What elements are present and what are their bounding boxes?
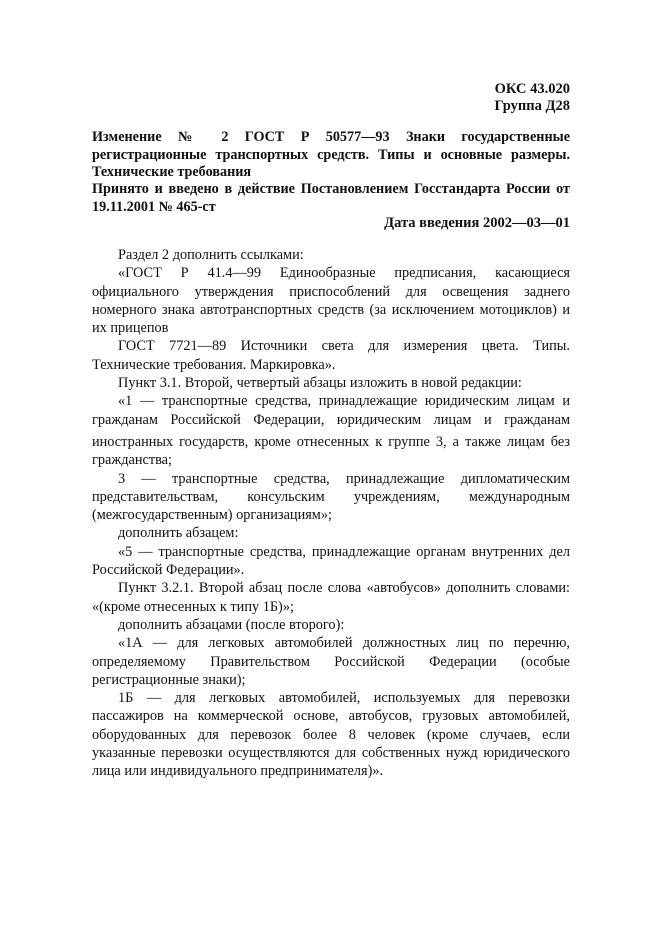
paragraph: 3 — транспортные средства, принадлежащие дипломатическим представительствам, консульским учреждениям, международным (межгосударственным) организациям»; [92, 470, 570, 524]
okc-code: ОКС 43.020 [494, 81, 570, 97]
paragraph: 1Б — для легковых автомобилей, используемых для перевозки пассажиров на коммерческой основе, автобусов, грузовых автомобилей, оборудованных для перевозок более 8 человек (кроме случаев, если указанные перевозки осуществляются для собственных нужд юридического лица или индивидуального предпринимателя)». [92, 690, 570, 780]
paragraph: дополнить абзацем: [118, 525, 239, 542]
body-text-block-1 [92, 246, 570, 429]
paragraph: «1 — транспортные средства, принадлежащие юридическим лицам и гражданам Российской Федерации, юридическим лицам и гражданам [92, 393, 570, 428]
paragraph: дополнить абзацами (после второго): [118, 616, 345, 633]
body-text-block-2 [92, 433, 570, 781]
paragraph: «5 — транспортные средства, принадлежащие органам внутренних дел Российской Федерации». [92, 543, 570, 579]
paragraph: Пункт 3.1. Второй, четвертый абзацы изложить в новой редакции: [118, 375, 522, 392]
paragraph: иностранных государств, кроме отнесенных к группе 3, а также лицам без гражданства; [92, 434, 570, 469]
paragraph: ГОСТ 7721—89 Источники света для измерения цвета. Типы. Технические требования. Маркировка». [92, 338, 570, 373]
paragraph: Раздел 2 дополнить ссылками: [118, 247, 304, 263]
paragraph: «ГОСТ Р 41.4—99 Единообразные предписания, касающиеся официального утверждения приспособлений для освещения заднего номерного знака автотранспортных средств (за исключением мотоциклов) и их прицепов [92, 265, 570, 337]
paragraph: Пункт 3.2.1. Второй абзац после слова «автобусов» дополнить словами: «(кроме отнесенных к типу 1Б)»; [92, 580, 570, 615]
paragraph: «1А — для легковых автомобилей должностных лиц по перечню, определяемому Правительством Российской Федерации (особые регистрационные знаки); [92, 635, 570, 688]
introduction-date: Дата введения 2002—03—01 [384, 215, 570, 231]
amendment-title: Изменение № 2 ГОСТ Р 50577—93 Знаки государственные регистрационные транспортных средств. Типы и основные размеры. Технические требования [92, 129, 570, 180]
group-code: Группа Д28 [494, 98, 570, 114]
accepted-statement: Принято и введено в действие Постановлением Госстандарта России от 19.11.2001 № 465-ст [92, 181, 570, 215]
